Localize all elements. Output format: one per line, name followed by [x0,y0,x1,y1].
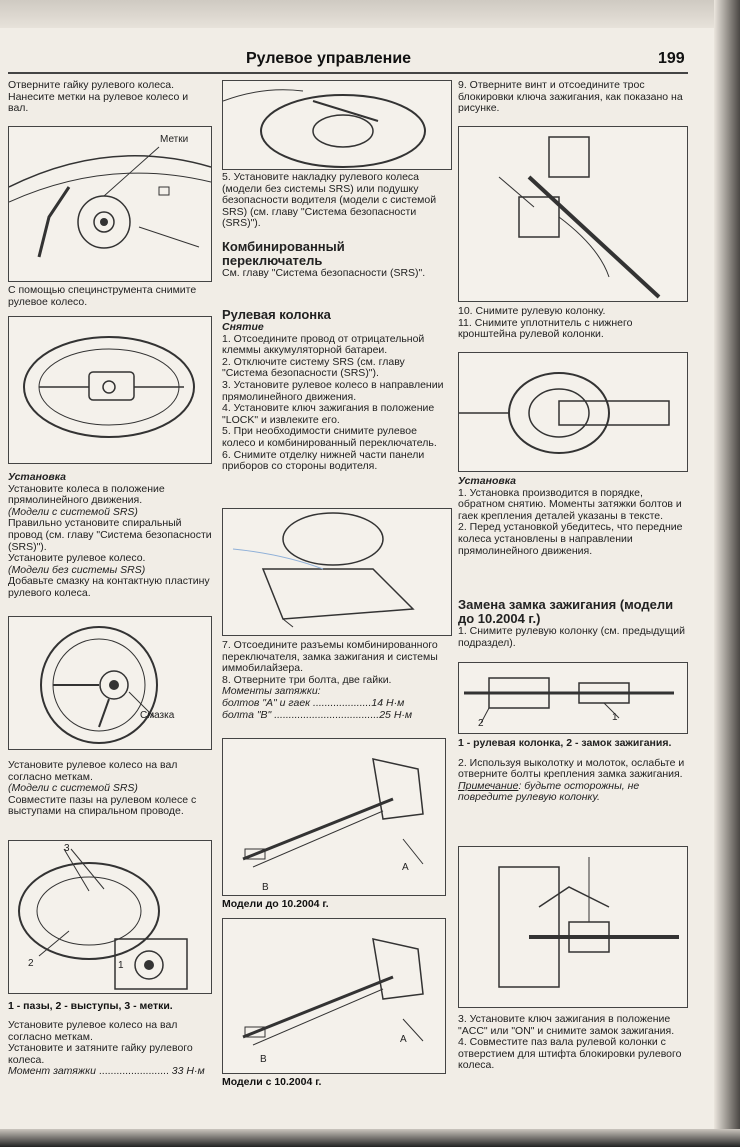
page-edge-bottom [0,1129,740,1147]
fig-before-label-b: B [262,882,269,893]
right-text-4 [458,1014,686,1072]
left-step-grease: Добавьте смазку на контактную пластину рулевого колеса. [8,575,210,599]
left-step-marks: Нанесите метки на рулевое колесо и вал. [8,90,189,115]
left-step-install-by-marks-2: Установите рулевое колесо на вал согласно меткам. [8,1019,178,1043]
mid-step-5b: 5. При необходимости снимите рулевое колесо и комбинированный переключатель. [222,425,437,449]
left-step-remove-wheel: С помощью специнструмента снимите рулевое колесо. [8,284,197,308]
figure-column-before-2004 [222,738,446,896]
fig-after-label-a: A [400,1034,407,1045]
fig-before-label-a: A [402,862,409,873]
figure-num-3: 3 [64,843,70,854]
left-note-no-srs: (Модели без системы SRS) [8,563,146,576]
page-number: 199 [658,50,685,67]
caption-after-2004: Модели с 10.2004 г. [222,1076,322,1088]
right-text-3 [458,738,686,804]
figure-label-marks: Метки [160,134,189,145]
mid-step-5: 5. Установите накладку рулевого колеса (модели без системы SRS) или подушку безопасности водителя (модели с системой SRS) (см. главу "Система безопасности (SRS)"). [222,171,437,230]
mid-combo-ref: См. главу "Система безопасности (SRS)". [222,267,426,279]
figure-num-1: 1 [118,960,124,971]
figure-wheel-marks [8,126,212,282]
fig-lock-num-1: 1 [612,712,618,723]
left-heading-install: Установка [8,471,66,483]
right-note-label: Примечание [458,779,519,792]
mid-step-8: 8. Отверните три болта, две гайки. [222,673,392,686]
figure-column-after-2004 [222,918,446,1074]
caption-before-2004: Модели до 10.2004 г. [222,898,329,910]
left-note-srs-2: (Модели с системой SRS) [8,782,138,795]
mid-torque-a: болтов "A" и гаек ....................14 Н·м [222,696,405,709]
right-install-2: 2. Перед установкой убедитесь, что передние колеса установлены в направлении прямолинейного движения. [458,521,683,557]
right-step-9: 9. Отверните винт и отсоедините трос блокировки ключа зажигания, как показано на рисунке. [458,79,683,115]
figure-caption-grooves: 1 - пазы, 2 - выступы, 3 - метки. [8,1000,173,1012]
left-step-wheels-straight: Установите колеса в положение прямолинейного движения. [8,482,165,507]
figure-grease [8,616,212,750]
left-step-tighten-nut: Установите и затяните гайку рулевого колеса. [8,1042,193,1066]
mid-step-1: 1. Отсоедините провод от отрицательной клеммы аккумуляторной батареи. [222,332,425,357]
figure-column-lock [458,662,688,734]
mid-torque-title: Моменты затяжки: [222,685,321,698]
mid-step-3: 3. Установите рулевое колесо в направлении прямолинейного движения. [222,378,444,403]
right-heading-lock: Замена замка зажигания (модели до 10.2004 г.) [458,597,674,626]
left-text-1 [8,80,208,115]
figure-dash-trim [222,508,452,636]
mid-text-1 [222,172,448,230]
figure-lock-removal [458,846,688,1008]
fig-after-label-b: B [260,1054,267,1065]
left-torque-value: 33 Н·м [171,1065,205,1078]
right-caption-lock: 1 - рулевая колонка, 2 - замок зажигания. [458,737,672,749]
mid-step-4: 4. Установите ключ зажигания в положение "LOCK" и извлеките его. [222,402,435,426]
right-lock-3: 3. Установите ключ зажигания в положение "ACC" или "ON" и снимите замок зажигания. [458,1013,675,1037]
left-text-5: Установите рулевое колесо на вал согласно меткам. Установите и затяните гайку рулевого колеса. Момент затяжки ........................ 33 Н·м [8,1020,212,1078]
right-step-11: 11. Снимите уплотнитель с нижнего кронштейна рулевой колонки. [458,316,633,341]
right-lock-4: 4. Совместите паз вала рулевой колонки с отверстием для штифта блокировки рулевого колеса. [458,1036,682,1072]
left-step-spiral: Правильно установите спиральный провод (см. главу "Система безопасности (SRS)"). [8,517,212,553]
figure-seal [458,352,688,472]
figure-label-grease: Смазка [140,710,175,721]
right-lock-2: 2. Используя выколотку и молоток, ослабьте и отверните болты крепления замка зажигания. [458,756,685,781]
figure-num-2: 2 [28,958,34,969]
right-text-1 [458,80,686,115]
header-divider [8,72,688,74]
figure-steering-wheel-tool [8,316,212,464]
right-heading-install: Установка [458,475,516,487]
figure-key-lock-cable [458,126,688,302]
right-install-1: 1. Установка производится в порядке, обратном снятию. Моменты затяжки болтов и гаек крепления деталей указаны в тексте. [458,486,682,522]
left-step-unscrew-nut: Отверните гайку рулевого колеса. [8,79,175,91]
mid-text-2 [222,640,448,721]
page-edge-top [0,0,740,28]
mid-section-column [222,308,448,473]
left-text-2 [8,285,208,308]
left-text-3 [8,472,212,600]
left-text-4 [8,760,212,818]
figure-grooves [8,840,212,994]
right-note-text: : будьте осторожны, не повредите рулевую колонку. [458,779,640,804]
right-step-10: 10. Снимите рулевую колонку. [458,305,606,317]
mid-torque-b: болта "B" ....................................25 Н·м [222,708,413,721]
page-title: Рулевое управление [246,50,412,67]
mid-heading-combo: Комбинированный переключатель [222,239,345,268]
left-step-install-by-marks: Установите рулевое колесо на вал согласно меткам. [8,759,178,783]
right-section-lock [458,598,686,649]
mid-section-combo [222,240,448,280]
left-step-align-grooves: Совместите пазы на рулевом колесе с выступами на спиральном проводе. [8,793,197,818]
mid-heading-column: Рулевая колонка [222,307,331,322]
right-lock-1: 1. Снимите рулевую колонку (см. предыдущий подраздел). [458,625,685,649]
page-edge-right [714,0,740,1147]
left-note-srs: (Модели с системой SRS) [8,505,138,518]
mid-step-2: 2. Отключите систему SRS (см. главу "Система безопасности (SRS)"). [222,355,405,380]
left-step-install-wheel: Установите рулевое колесо. [8,552,146,565]
right-text-2 [458,306,686,341]
figure-horn-pad [222,80,452,170]
mid-heading-removal: Снятие [222,321,264,333]
mid-step-7: 7. Отсоедините разъемы комбинированного переключателя, замка зажигания и системы иммобилайзера. [222,639,438,675]
fig-lock-num-2: 2 [478,718,484,729]
mid-step-6: 6. Снимите отделку нижней части панели приборов со стороны водителя. [222,448,425,473]
left-torque-label: Момент затяжки [8,1065,96,1078]
right-section-install [458,476,686,557]
